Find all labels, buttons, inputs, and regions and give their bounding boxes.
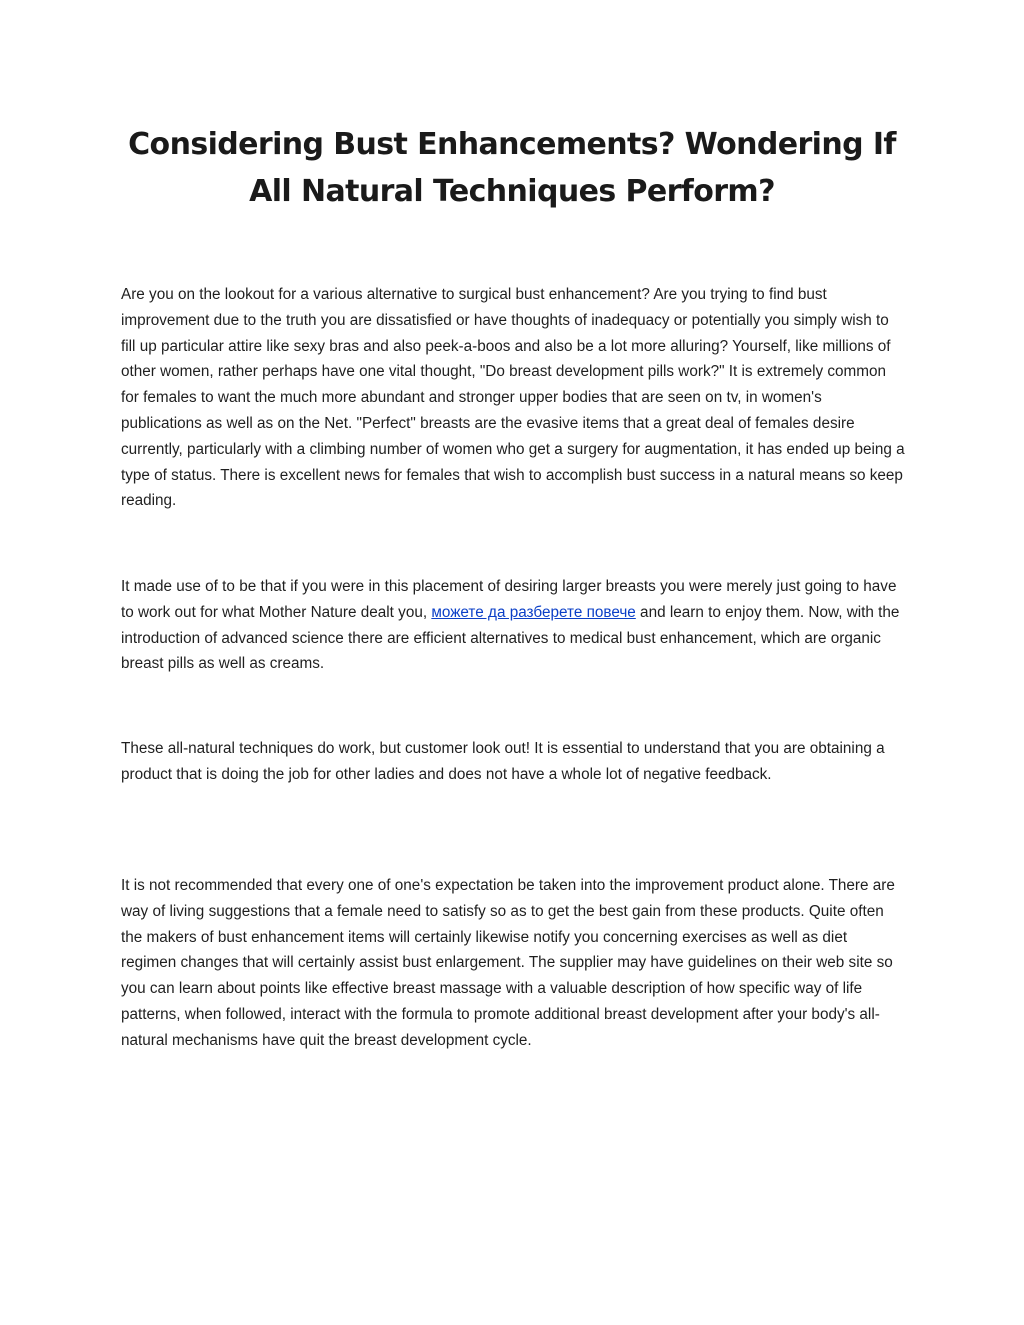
paragraph-text-after-link: and learn to enjoy them. Now, with the introduction of advanced science there are efficient alternatives to medical bust enhancement, which are organic breast pills as well as creams.	[121, 603, 900, 673]
paragraph-with-link	[121, 574, 906, 677]
paragraph-natural-techniques: These all-natural techniques do work, but customer look out! It is essential to understand that you are obtaining a product that is doing the job for other ladies and does not have a whole lot of negative feedback.	[121, 740, 885, 783]
paragraph-text-before-link: It made use of to be that if you were in this placement of desiring larger breasts you were merely just going to have to work out for what Mother Nature dealt you,	[121, 578, 897, 621]
paragraph-intro: Are you on the lookout for a various alternative to surgical bust enhancement? Are you trying to find bust improvement due to the truth you are dissatisfied or have thoughts of inadequacy or potentially you simply wish to fill up particular attire like sexy bras and also peek-a-boos and also be a lot more alluring? Yourself, like millions of other women, rather perhaps have one vital thought, "Do breast development pills work?" It is extremely common for females to want the much more abundant and stronger upper bodies that are seen on tv, in women's publications as well as on the Net. "Perfect" breasts are the evasive items that a great deal of females desire currently, particularly with a climbing number of women who get a surgery for augmentation, it has ended up being a type of status. There is excellent news for females that wish to accomplish bust success in a natural means so keep reading.	[121, 286, 905, 510]
paragraph-lifestyle-suggestions: It is not recommended that every one of one's expectation be taken into the improvement product alone. There are way of living suggestions that a female need to satisfy so as to get the best gain from these products. Quite often the makers of bust enhancement items will certainly likewise notify you concerning exercises as well as diet regimen changes that will certainly assist bust enlargement. The supplier may have guidelines on their web site so you can learn about points like effective breast massage with a valuable description of how specific way of life patterns, when followed, interact with the formula to promote additional breast development after your body's all-natural mechanisms have quit the breast development cycle.	[121, 877, 895, 1049]
document-title: Considering Bust Enhancements? Wondering If All Natural Techniques Perform?	[128, 127, 896, 209]
learn-more-link[interactable]: можете да разберете повече	[431, 603, 636, 621]
